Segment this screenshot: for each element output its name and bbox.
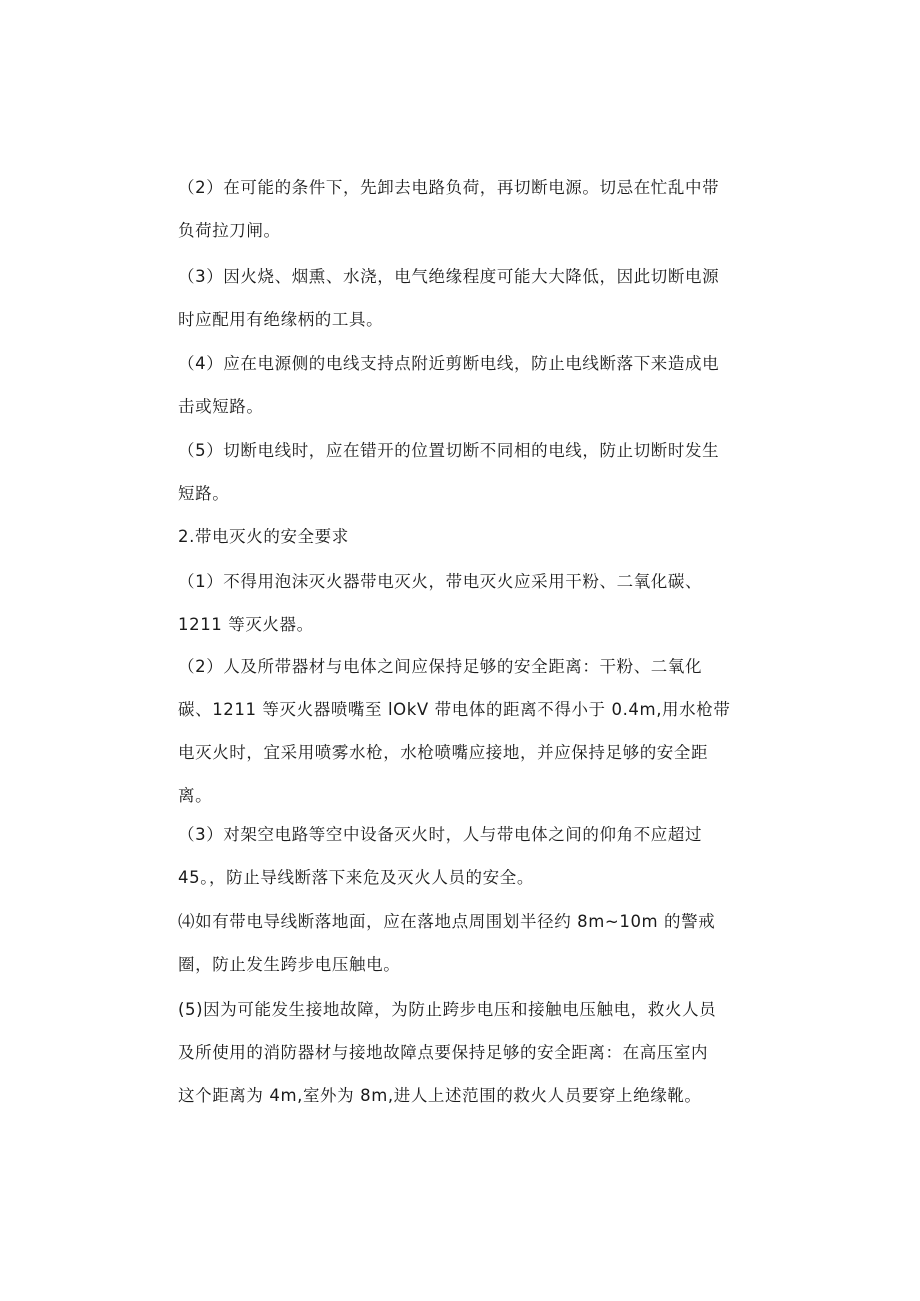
- text-line: 45。，防止导线断落下来危及灭火人员的安全。: [178, 868, 534, 887]
- text-line: （3）因火烧、烟熏、水浇，电气绝缘程度可能大大降低，因此切断电源: [178, 267, 720, 286]
- text-line: 及所使用的消防器材与接地故障点要保持足够的安全距离：在高压室内: [178, 1043, 709, 1062]
- text-line: 这个距离为 4m,室外为 8m,进人上述范围的救火人员要穿上绝缘靴。: [178, 1086, 702, 1105]
- text-line: 短路。: [178, 484, 230, 503]
- text-line: ⑷如有带电导线断落地面，应在落地点周围划半径约 8m~10m 的警戒: [178, 912, 716, 931]
- paragraph-3-insulated-tools: [178, 255, 728, 341]
- text-line: (5)因为可能发生接地故障，为防止跨步电压和接触电压触电，救火人员: [178, 1000, 717, 1019]
- text-line: 时应配用有绝缘柄的工具。: [178, 310, 384, 329]
- paragraph-2-unload: [178, 166, 728, 252]
- text-line: （2）人及所带器材与电体之间应保持足够的安全距离：干粉、二氧化: [178, 657, 703, 676]
- paragraph-5-ground-fault: [178, 988, 728, 1117]
- paragraph-2-safe-distance: [178, 645, 731, 817]
- text-line: 击或短路。: [178, 397, 264, 416]
- text-line: 碳、1211 等灭火器喷嘴至 lOkV 带电体的距离不得小于 0.4m,用水枪带: [178, 700, 731, 719]
- text-line: （4）应在电源侧的电线支持点附近剪断电线，防止电线断落下来造成电: [178, 354, 720, 373]
- text-line: 1211 等灭火器。: [178, 615, 314, 634]
- paragraph-5-staggered-cut: [178, 429, 728, 515]
- paragraph-4-cut-wire: [178, 342, 728, 428]
- text-line: 负荷拉刀闸。: [178, 221, 281, 240]
- paragraph-3-elevation-angle: [178, 813, 728, 899]
- paragraph-1-no-foam: [178, 560, 728, 646]
- text-line: （2）在可能的条件下，先卸去电路负荷，再切断电源。切忌在忙乱中带: [178, 178, 720, 197]
- text-line: （1）不得用泡沫灭火器带电灭火，带电灭火应采用干粉、二氧化碳、: [178, 572, 703, 591]
- section-heading: [178, 515, 728, 558]
- text-line: （3）对架空电路等空中设备灭火时，人与带电体之间的仰角不应超过: [178, 825, 703, 844]
- paragraph-4-warning-circle: [178, 900, 728, 986]
- section-heading-text: 2.带电灭火的安全要求: [178, 527, 349, 546]
- text-line: （5）切断电线时，应在错开的位置切断不同相的电线，防止切断时发生: [178, 441, 720, 460]
- text-line: 圈，防止发生跨步电压触电。: [178, 955, 401, 974]
- text-line: 离。: [178, 786, 213, 805]
- text-line: 电灭火时，宜采用喷雾水枪，水枪喷嘴应接地，并应保持足够的安全距: [178, 743, 709, 762]
